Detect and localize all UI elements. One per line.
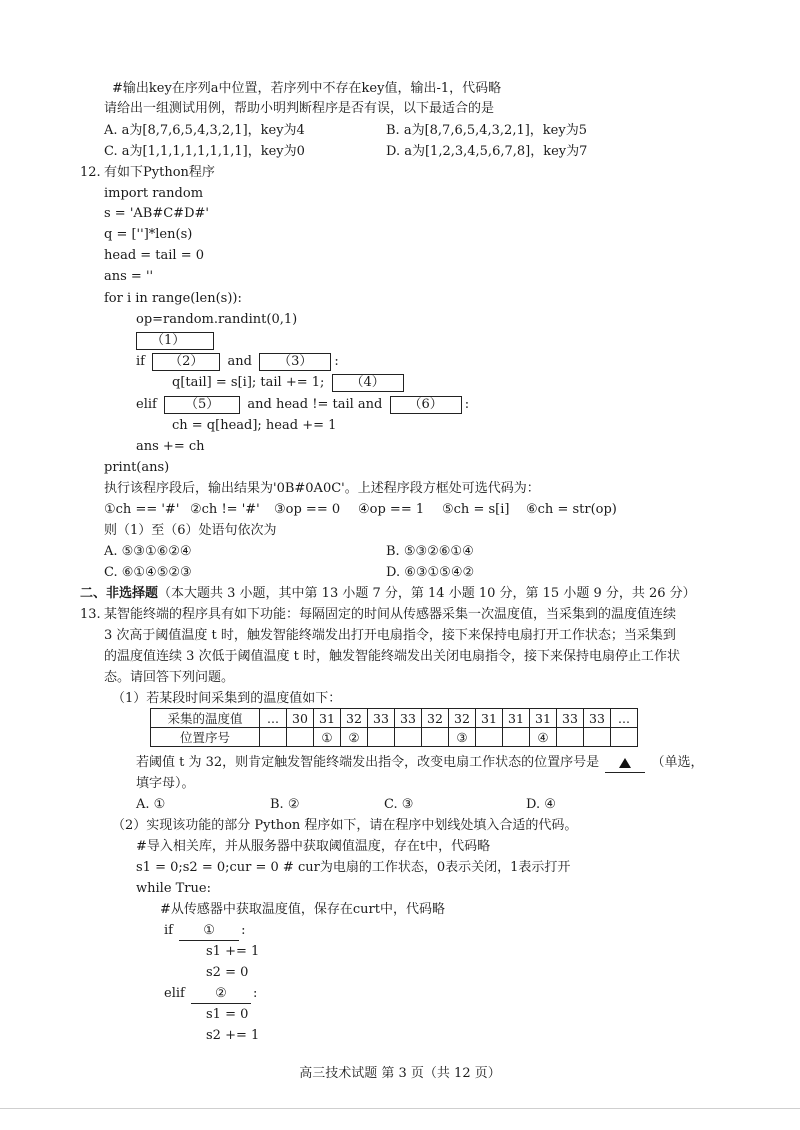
code-box-1: （1） bbox=[136, 332, 214, 350]
temperature-cell: ... bbox=[611, 709, 638, 728]
q13-para-line: 某智能终端的程序具有如下功能：每隔固定的时间从传感器采集一次温度值，当采集到的温度值连续 bbox=[104, 607, 677, 622]
code-box-3: （3） bbox=[259, 353, 331, 371]
enqueue-code: q[tail] = s[i]; tail += 1; bbox=[172, 375, 325, 390]
q12-option-b: B. ⑤③②⑥①④ bbox=[386, 544, 474, 559]
temperature-cell: 31 bbox=[314, 709, 341, 728]
position-cell bbox=[395, 728, 422, 747]
position-cell bbox=[557, 728, 584, 747]
elif-keyword: elif bbox=[136, 397, 157, 412]
q12-choice: ③op == 0 bbox=[274, 502, 341, 517]
position-cell: ③ bbox=[449, 728, 476, 747]
q13-sub2: （2）实现该功能的部分 Python 程序如下，请在程序中划线处填入合适的代码。 bbox=[112, 818, 578, 833]
q12-choice: ①ch == '#' bbox=[104, 502, 180, 517]
triangle-icon bbox=[619, 758, 631, 768]
if-keyword: if bbox=[164, 923, 173, 938]
position-cell bbox=[260, 728, 287, 747]
q12-ans-line: ans += ch bbox=[136, 439, 205, 454]
sub1-question-note: （单选， bbox=[651, 755, 704, 770]
q11-option-c: C. a为[1,1,1,1,1,1,1,1]，key为0 bbox=[104, 144, 305, 159]
section2-header bbox=[80, 585, 696, 603]
colon: : bbox=[241, 923, 246, 938]
code-box-5: （5） bbox=[164, 396, 240, 414]
q12-code-line: op=random.randint(0,1) bbox=[136, 312, 298, 327]
table-row-label: 采集的温度值 bbox=[151, 709, 260, 728]
page-footer: 高三技术试题 第 3 页（共 12 页） bbox=[299, 1066, 501, 1081]
q13-if-line bbox=[164, 922, 246, 941]
q12-print-line: print(ans) bbox=[104, 460, 170, 475]
temperature-cell: 33 bbox=[395, 709, 422, 728]
q12-result: 执行该程序段后，输出结果为'0B#0A0C'。上述程序段方框处可选代码为： bbox=[104, 481, 540, 496]
q12-code-line: for i in range(len(s)): bbox=[104, 291, 242, 306]
position-cell: ④ bbox=[530, 728, 557, 747]
temperature-table bbox=[150, 708, 638, 747]
q12-option-d: D. ⑥③①⑤④② bbox=[386, 565, 475, 580]
position-cell bbox=[368, 728, 395, 747]
and-keyword: and bbox=[227, 354, 252, 369]
q13-para-line: 3 次高于阈值温度 t 时，触发智能终端发出打开电扇指令，接下来保持电扇打开工作状态；当采集到 bbox=[104, 628, 676, 643]
code-box-2: （2） bbox=[152, 353, 220, 371]
q11-comment: #输出key在序列a中位置，若序列中不存在key值，输出-1，代码略 bbox=[112, 81, 502, 96]
temperature-cell: 32 bbox=[422, 709, 449, 728]
q13-code-line: s2 = 0 bbox=[206, 965, 249, 980]
q11-option-d: D. a为[1,2,3,4,5,6,7,8]，key为7 bbox=[386, 144, 588, 159]
q12-choice: ⑥ch = str(op) bbox=[526, 502, 617, 517]
q13-code-line: s2 += 1 bbox=[206, 1028, 260, 1043]
q11-option-a: A. a为[8,7,6,5,4,3,2,1]，key为4 bbox=[104, 123, 305, 138]
temperature-cell: 31 bbox=[476, 709, 503, 728]
colon: : bbox=[464, 397, 470, 412]
q11-prompt: 请给出一组测试用例，帮助小明判断程序是否有误，以下最适合的是 bbox=[104, 101, 495, 116]
q12-code-line: head = tail = 0 bbox=[104, 248, 205, 263]
q12-choice: ⑤ch = s[i] bbox=[442, 502, 510, 517]
temperature-cell: 31 bbox=[530, 709, 557, 728]
q12-choice: ④op == 1 bbox=[358, 502, 425, 517]
answer-blank[interactable] bbox=[605, 754, 645, 773]
q12-elif-line bbox=[136, 396, 469, 414]
q13-code-line: s1 += 1 bbox=[206, 944, 260, 959]
q11-option-b: B. a为[8,7,6,5,4,3,2,1]，key为5 bbox=[386, 123, 587, 138]
temperature-cell: 32 bbox=[341, 709, 368, 728]
position-cell bbox=[422, 728, 449, 747]
colon: : bbox=[334, 354, 339, 369]
temperature-cell: 33 bbox=[557, 709, 584, 728]
q12-enqueue-line bbox=[172, 374, 407, 392]
elif-keyword: elif bbox=[164, 986, 185, 1001]
q13-sub1: （1）若某段时间采集到的温度值如下： bbox=[112, 691, 342, 706]
q13-sub1-option: D. ④ bbox=[526, 797, 556, 812]
table-row-label: 位置序号 bbox=[151, 728, 260, 747]
bottom-divider bbox=[0, 1108, 800, 1109]
q13-sub1-option: B. ② bbox=[270, 797, 300, 812]
q13-code-line: #从传感器中获取温度值，保存在curt中，代码略 bbox=[160, 902, 445, 917]
sub1-question-text: 若阈值 t 为 32，则肯定触发智能终端发出指令，改变电扇工作状态的位置序号是 bbox=[136, 755, 600, 770]
position-cell bbox=[476, 728, 503, 747]
q13-code-line: s1 = 0 bbox=[206, 1007, 249, 1022]
q12-code-line: s = 'AB#C#D#' bbox=[104, 206, 209, 221]
temperature-row bbox=[151, 709, 638, 728]
temperature-cell: 30 bbox=[287, 709, 314, 728]
q12-if-line bbox=[136, 353, 339, 371]
colon: : bbox=[252, 986, 258, 1001]
q12-choice: ②ch != '#' bbox=[190, 502, 260, 517]
q13-sub1-question-tail: 填字母）。 bbox=[136, 776, 195, 791]
q13-code-line: s1 = 0;s2 = 0;cur = 0 # cur为电扇的工作状态，0表示关闭，1表示打开 bbox=[136, 860, 571, 875]
q13-sub1-question bbox=[136, 754, 703, 773]
position-cell bbox=[611, 728, 638, 747]
position-cell bbox=[503, 728, 530, 747]
q13-code-line: #导入相关库，并从服务器中获取阈值温度，存在t中，代码略 bbox=[136, 839, 491, 854]
q12-title: 有如下Python程序 bbox=[104, 165, 215, 180]
q13-elif-line bbox=[164, 985, 257, 1004]
q13-para-line: 态。请回答下列问题。 bbox=[104, 670, 235, 685]
q12-option-c: C. ⑥①④⑤②③ bbox=[104, 565, 192, 580]
q13-code-line: while True: bbox=[136, 881, 211, 896]
code-box-6: （6） bbox=[390, 396, 462, 414]
temperature-cell: ... bbox=[260, 709, 287, 728]
code-blank-1[interactable]: ① bbox=[179, 922, 239, 941]
elif-condition: and head != tail and bbox=[247, 397, 383, 412]
code-box-4: （4） bbox=[332, 374, 404, 392]
code-blank-2[interactable]: ② bbox=[191, 985, 251, 1004]
temperature-cell: 32 bbox=[449, 709, 476, 728]
temperature-cell: 31 bbox=[503, 709, 530, 728]
q12-code-line: q = ['']*len(s) bbox=[104, 227, 193, 242]
q13-sub1-option: A. ① bbox=[136, 797, 166, 812]
position-row bbox=[151, 728, 638, 747]
section2-desc: （本大题共 3 小题，其中第 13 小题 7 分，第 14 小题 10 分，第 15 小题 9 分，共 26 分） bbox=[158, 586, 696, 601]
q13-number: 13. bbox=[80, 607, 101, 622]
q12-dequeue-line: ch = q[head]; head += 1 bbox=[172, 418, 337, 433]
q12-code-box-row bbox=[136, 332, 217, 350]
q12-option-a: A. ⑤③①⑥②④ bbox=[104, 544, 192, 559]
q12-code-line: import random bbox=[104, 186, 204, 201]
q12-number: 12. bbox=[80, 165, 101, 180]
position-cell: ② bbox=[341, 728, 368, 747]
section2-heading: 二、非选择题 bbox=[80, 586, 159, 601]
if-keyword: if bbox=[136, 354, 145, 369]
position-cell bbox=[287, 728, 314, 747]
q13-sub1-option: C. ③ bbox=[384, 797, 414, 812]
temperature-cell: 33 bbox=[368, 709, 395, 728]
q12-code-line: ans = '' bbox=[104, 269, 154, 284]
position-cell: ① bbox=[314, 728, 341, 747]
q12-ask: 则（1）至（6）处语句依次为 bbox=[104, 523, 277, 538]
q13-para-line: 的温度值连续 3 次低于阈值温度 t 时，触发智能终端发出关闭电扇指令，接下来保持电扇停止工作状 bbox=[104, 649, 681, 664]
position-cell bbox=[584, 728, 611, 747]
temperature-cell: 33 bbox=[584, 709, 611, 728]
